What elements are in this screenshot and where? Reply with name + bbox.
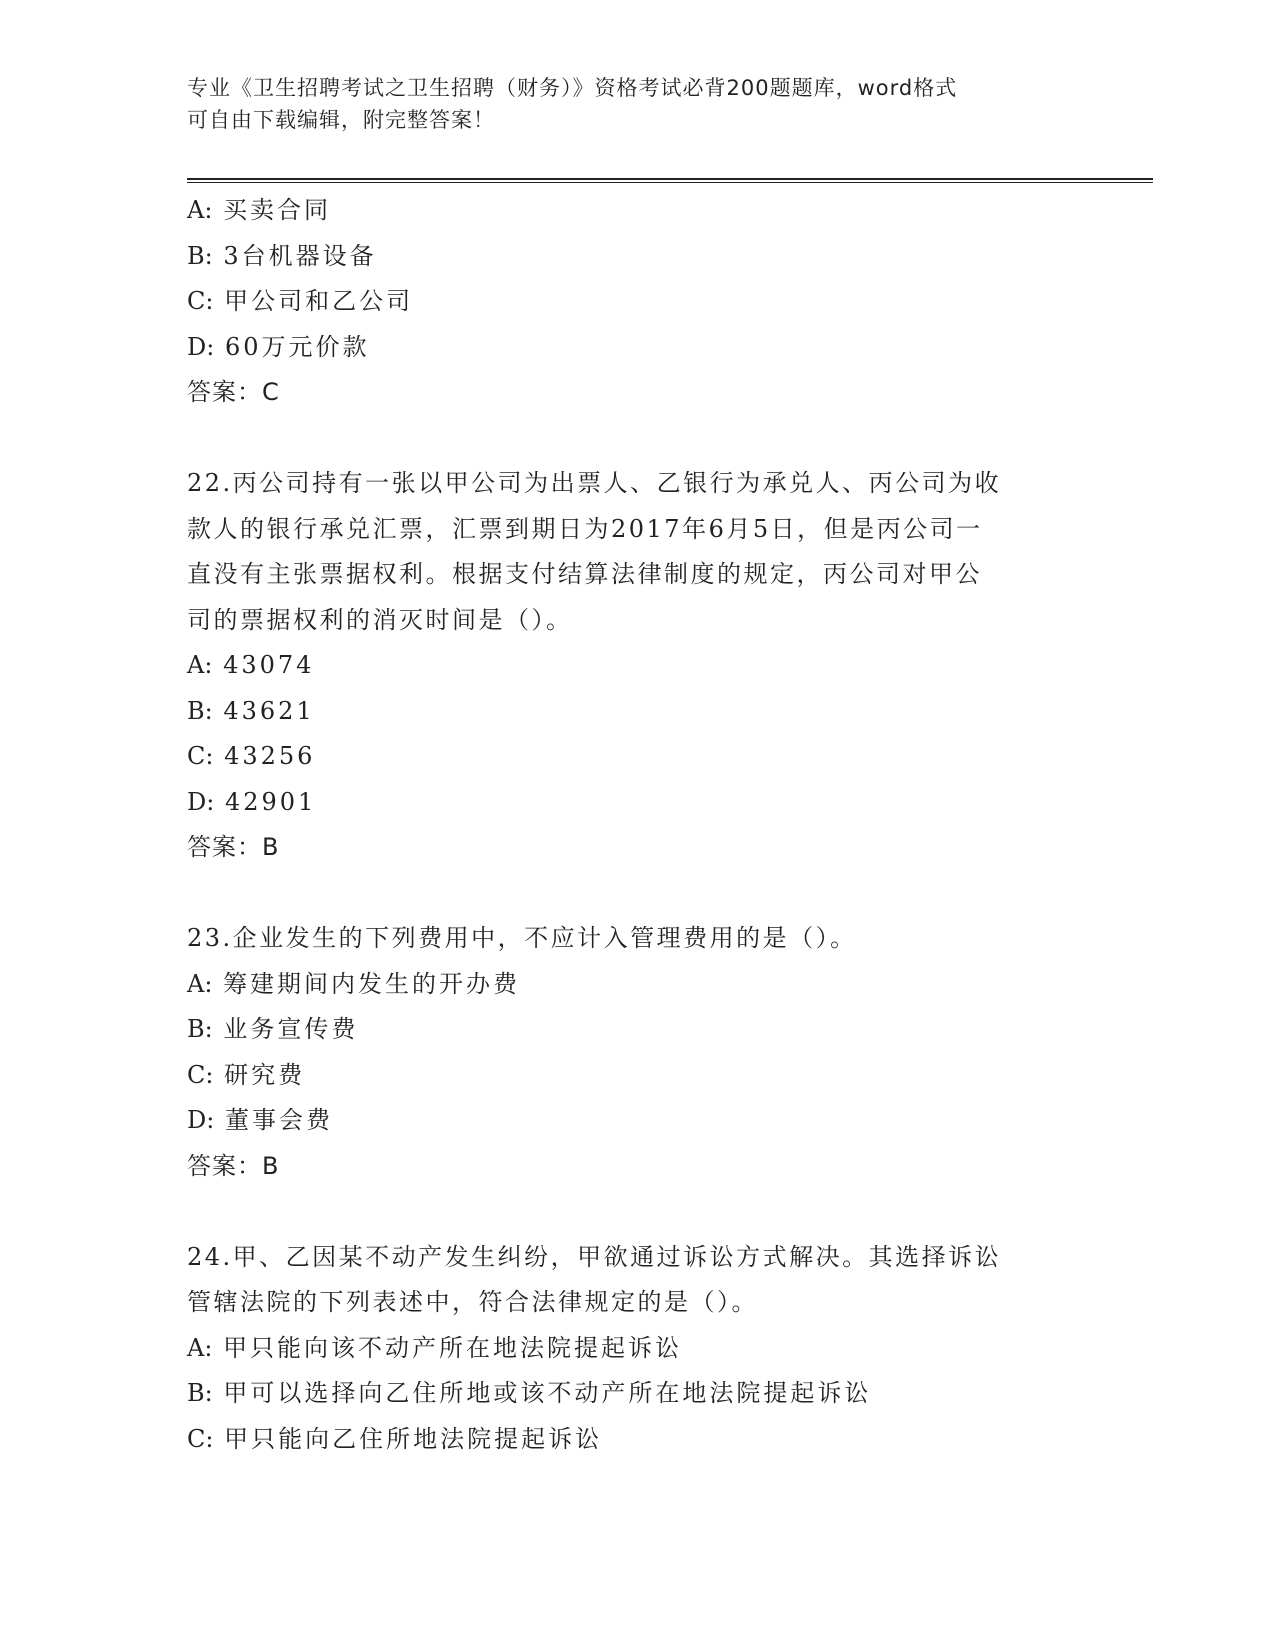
stem-line: 22.丙公司持有一张以甲公司为出票人、乙银行为承兑人、丙公司为收: [187, 469, 1002, 497]
document-header: [187, 72, 1067, 136]
option-d: D: 42901: [187, 787, 317, 816]
option-c: C: 研究费: [187, 1060, 306, 1089]
option-b: B: 甲可以选择向乙住所地或该不动产所在地法院提起诉讼: [187, 1379, 872, 1407]
option-d: D: 60万元价款: [187, 332, 370, 361]
question-spacer: [187, 1189, 1087, 1235]
option-a: A: 买卖合同: [187, 196, 332, 224]
option-d: D: 董事会费: [187, 1106, 333, 1134]
stem-line: 管辖法院的下列表述中，符合法律规定的是（）。: [187, 1288, 758, 1316]
question-spacer: [187, 416, 1087, 462]
header-title-line-2: 可自由下载编辑，附完整答案！: [187, 108, 495, 132]
header-title-line-1: 专业《卫生招聘考试之卫生招聘（财务）》资格考试必背200题题库，word格式: [187, 76, 958, 100]
stem-line: 款人的银行承兑汇票，汇票到期日为2017年6月5日，但是丙公司一: [187, 514, 983, 543]
question-21: [187, 188, 1087, 416]
answer-line: 答案：B: [187, 833, 280, 861]
answer-line: 答案：B: [187, 1151, 280, 1180]
stem-line: 24.甲、乙因某不动产发生纠纷，甲欲通过诉讼方式解决。其选择诉讼: [187, 1242, 1002, 1271]
option-c: C: 甲只能向乙住所地法院提起诉讼: [187, 1424, 603, 1453]
option-a: A: 甲只能向该不动产所在地法院提起诉讼: [187, 1333, 683, 1362]
option-b: B: 43621: [187, 696, 315, 725]
header-divider-thin: [187, 182, 1153, 183]
stem-line: 23.企业发生的下列费用中，不应计入管理费用的是（）。: [187, 924, 857, 952]
stem-line: 司的票据权利的消灭时间是（）。: [187, 605, 573, 634]
question-22: [187, 461, 1087, 871]
option-c: C: 甲公司和乙公司: [187, 287, 414, 315]
question-stem: [187, 1235, 1087, 1326]
option-a: A: 筹建期间内发生的开办费: [187, 969, 521, 998]
header-divider-thick: [187, 178, 1153, 180]
option-b: B: 3台机器设备: [187, 241, 377, 270]
option-a: A: 43074: [187, 651, 315, 679]
option-c: C: 43256: [187, 742, 316, 770]
question-24: [187, 1235, 1087, 1463]
question-23: [187, 916, 1087, 1189]
question-list: [187, 188, 1087, 1462]
option-b: B: 业务宣传费: [187, 1015, 359, 1043]
question-spacer: [187, 871, 1087, 917]
answer-line: 答案：C: [187, 378, 280, 406]
question-stem: [187, 916, 1087, 962]
stem-line: 直没有主张票据权利。根据支付结算法律制度的规定，丙公司对甲公: [187, 560, 982, 588]
question-stem: [187, 461, 1087, 643]
